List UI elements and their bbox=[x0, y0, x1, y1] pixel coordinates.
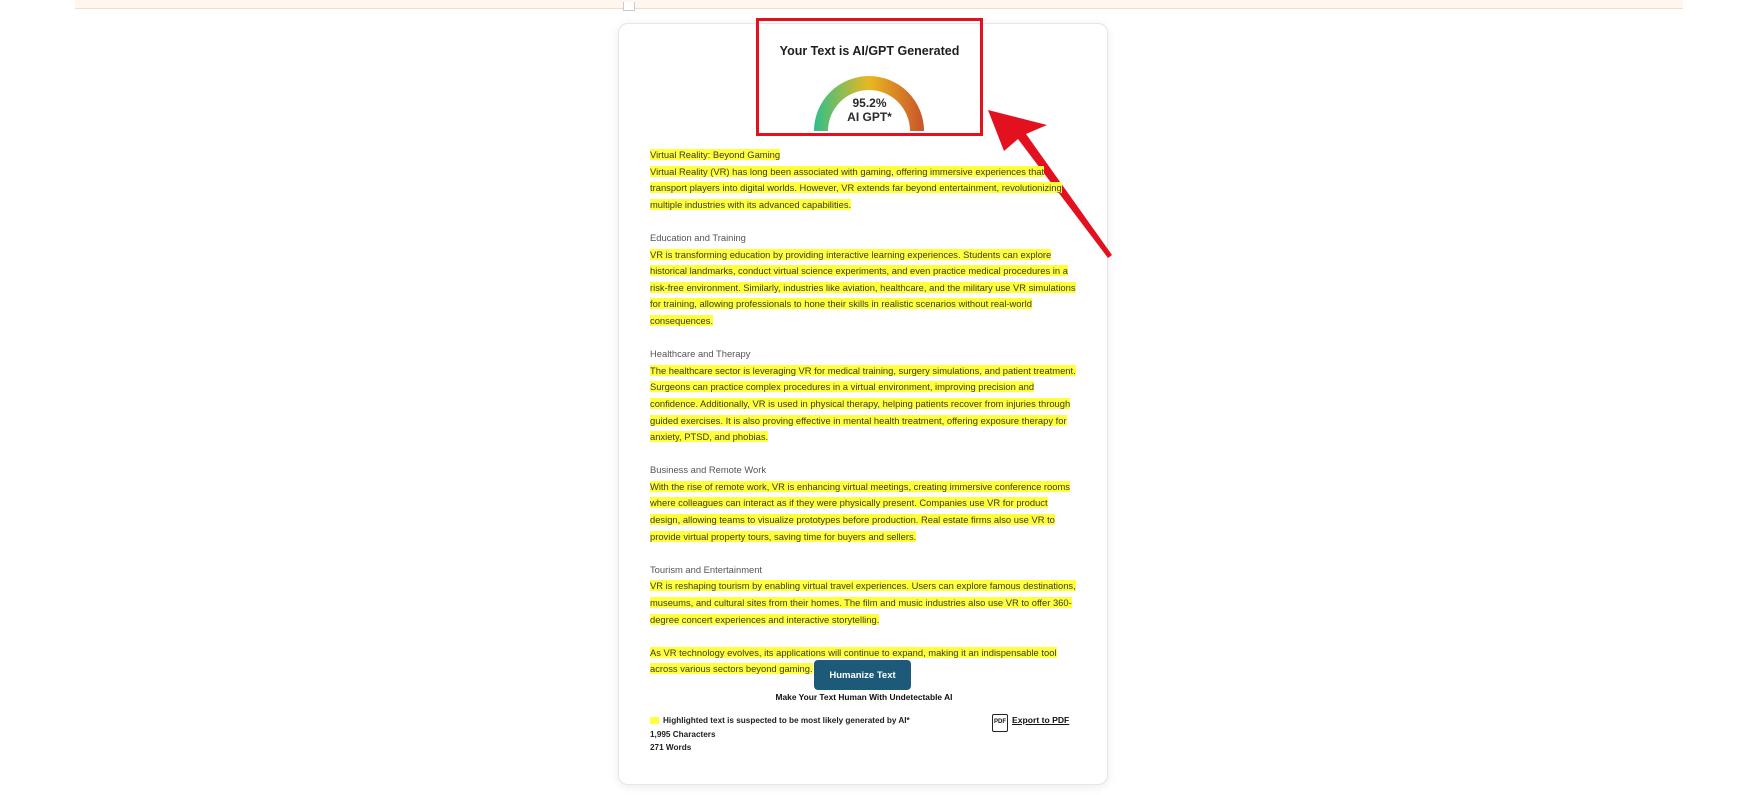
paragraph-heading bbox=[650, 562, 1080, 579]
text-paragraph bbox=[650, 346, 1080, 446]
humanize-text-button[interactable]: Humanize Text bbox=[814, 660, 911, 690]
word-count: 271 Words bbox=[650, 743, 692, 752]
paragraph-heading bbox=[650, 346, 1080, 363]
highlight-legend-text: Highlighted text is suspected to be most likely generated by AI* bbox=[663, 716, 910, 725]
text-paragraph bbox=[650, 147, 1080, 213]
paragraph-heading-text: Healthcare and Therapy bbox=[650, 348, 751, 360]
pdf-icon[interactable]: PDF bbox=[992, 714, 1008, 732]
character-count: 1,995 Characters bbox=[650, 730, 716, 739]
paragraph-body bbox=[650, 578, 1080, 628]
ai-label: AI GPT* bbox=[847, 110, 892, 124]
text-paragraph bbox=[650, 562, 1080, 628]
paragraph-heading bbox=[650, 462, 1080, 479]
paragraph-heading-text: Virtual Reality: Beyond Gaming bbox=[650, 149, 781, 160]
paragraph-body bbox=[650, 247, 1080, 330]
export-to-pdf-link[interactable]: Export to PDF bbox=[1012, 715, 1070, 725]
text-paragraph bbox=[650, 462, 1080, 545]
paragraph-body bbox=[650, 363, 1080, 446]
paragraph-body bbox=[650, 164, 1080, 214]
result-title: Your Text is AI/GPT Generated bbox=[779, 44, 960, 58]
analyzed-text bbox=[650, 147, 1080, 695]
highlighted-text: VR is reshaping tourism by enabling virtual travel experiences. Users can explore famous destinations, museums, and cultural sites from their homes. The film and music industries also use VR to offer 360-degree concert experiences and interactive storytelling. bbox=[650, 580, 1076, 625]
highlighted-text: With the rise of remote work, VR is enhancing virtual meetings, creating immersive conference rooms where colleagues can interact as if they were physically present. Companies use VR for product design, allowing teams to visualize prototypes before production. Real estate firms also use VR to provide virtual property tours, saving time for buyers and sellers. bbox=[650, 480, 1070, 542]
highlighted-text: As VR technology evolves, its applications will continue to expand, making it an indispensable tool across various sectors beyond gaming. bbox=[650, 646, 1057, 675]
paragraph-heading bbox=[650, 230, 1080, 247]
highlighted-text: The healthcare sector is leveraging VR for medical training, surgery simulations, and patient treatment. Surgeons can practice complex procedures in a virtual environment, improving precision and confidence. Additionally, VR is used in physical therapy, helping patients recover from injuries through guided exercises. It is also proving effective in mental health treatment, offering exposure therapy for anxiety, PTSD, and phobias. bbox=[650, 364, 1076, 443]
highlighted-text: VR is transforming education by providing interactive learning experiences. Students can explore historical landmarks, conduct virtual science experiments, and even practice medical procedures in a risk-free environment. Similarly, industries like aviation, healthcare, and the military use VR simulations for training, allowing professionals to hone their skills in realistic scenarios without real-world consequences. bbox=[650, 248, 1076, 326]
highlighted-text: Virtual Reality (VR) has long been associated with gaming, offering immersive experiences that transport players into digital worlds. However, VR extends far beyond entertainment, revolutionizing multiple industries with its advanced capabilities. bbox=[650, 165, 1062, 210]
highlight-legend-swatch bbox=[650, 717, 659, 724]
paragraph-heading-text: Education and Training bbox=[650, 231, 746, 243]
ai-percentage: 95.2% bbox=[852, 96, 887, 110]
humanize-subtitle: Make Your Text Human With Undetectable AI bbox=[775, 692, 953, 702]
paragraph-body bbox=[650, 479, 1080, 545]
paragraph-heading-text: Business and Remote Work bbox=[650, 464, 767, 476]
text-paragraph bbox=[650, 230, 1080, 330]
paragraph-heading-text: Tourism and Entertainment bbox=[650, 563, 763, 575]
paragraph-heading bbox=[650, 147, 1080, 164]
